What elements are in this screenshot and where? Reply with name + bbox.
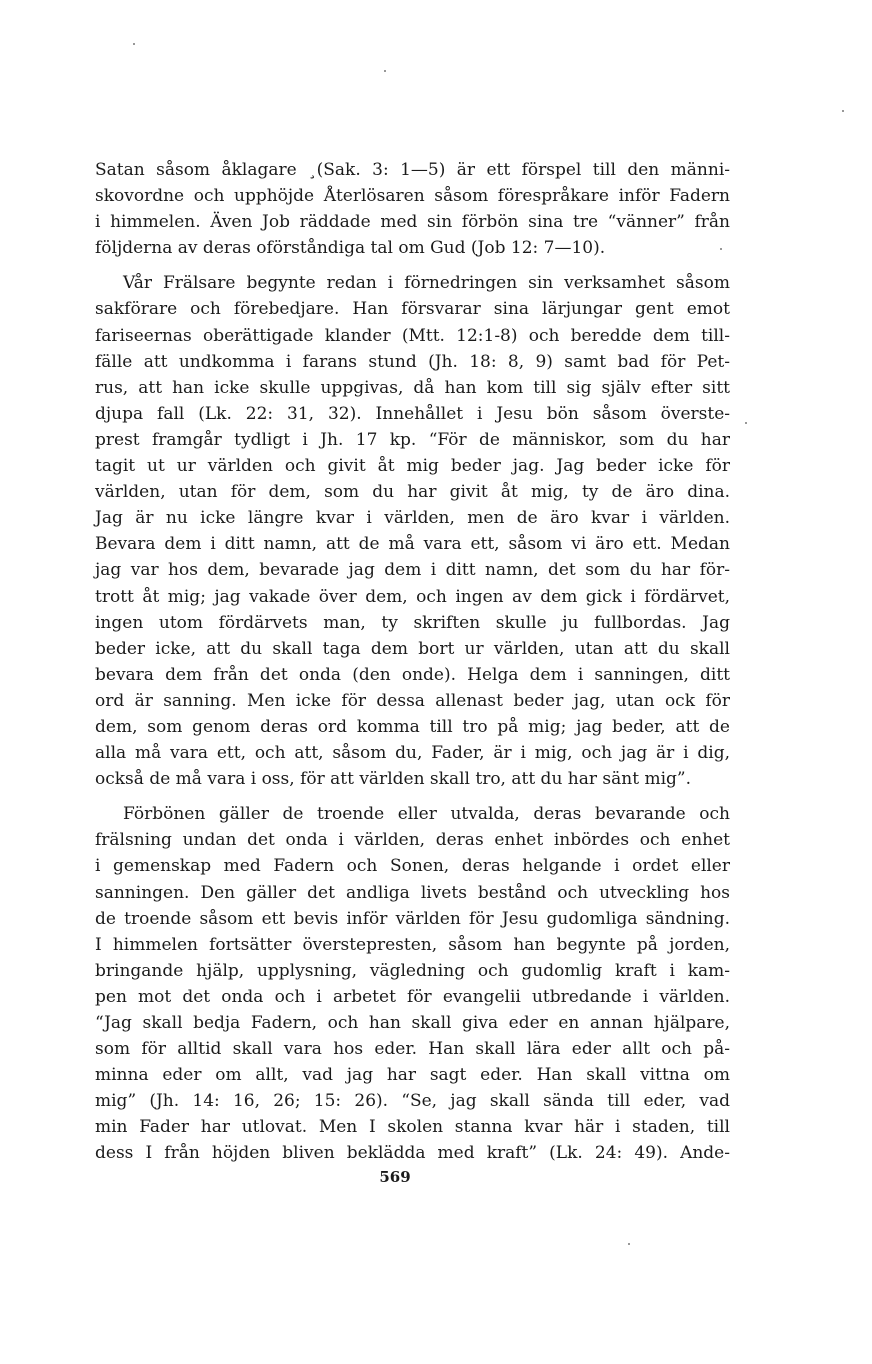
text-line: Förbönen gäller de troende eller utvalda, deras bevarande och [123,804,730,825]
text-line: djupa fall (Lk. 22: 31, 32). Innehållet i Jesu bön såsom överste- [95,403,730,424]
text-line: som för alltid skall vara hos eder. Han skall lära eder allt och på- [95,1039,730,1060]
scan-speck [133,43,135,45]
text-line: mig” (Jh. 14: 16, 26; 15: 26). “Se, jag skall sända till eder, vad [95,1091,730,1112]
scan-speck [628,1243,630,1245]
text-line: dem, som genom deras ord komma till tro på mig; jag beder, att de [95,716,730,737]
scan-speck [384,70,386,72]
text-line: fälle att undkomma i farans stund (Jh. 18: 8, 9) samt bad för Pet- [95,351,730,372]
text-line: Bevara dem i ditt namn, att de må vara ett, såsom vi äro ett. Medan [95,534,730,555]
text-line: tagit ut ur världen och givit åt mig beder jag. Jag beder icke för [95,456,730,477]
text-line: frälsning undan det onda i världen, deras enhet inbördes och enhet [95,830,730,851]
text-line: min Fader har utlovat. Men I skolen stanna kvar här i staden, till [95,1117,730,1138]
text-line: rus, att han icke skulle uppgivas, då han kom till sig själv efter sitt [95,377,730,398]
text-line: ingen utom fördärvets man, ty skriften skulle ju fullbordas. Jag [95,612,730,633]
text-line: trott åt mig; jag vakade över dem, och ingen av dem gick i fördärvet, [95,586,730,607]
text-line: följderna av deras oförståndiga tal om Gud (Job 12: 7—10). [95,238,606,259]
body-text [95,157,730,1167]
paragraph-2 [95,270,730,792]
text-line: dess I från höjden bliven beklädda med kraft” (Lk. 24: 49). Ande- [95,1143,730,1164]
text-line: Vår Frälsare begynte redan i förnedringen sin verksamhet såsom [123,273,730,294]
text-line: Satan såsom åklagare ¸(Sak. 3: 1—5) är ett förspel till den männi- [95,160,730,180]
text-line: sanningen. Den gäller det andliga livets bestånd och utveckling hos [95,882,730,903]
text-line: i gemenskap med Fadern och Sonen, deras helgande i ordet eller [95,856,730,877]
text-line: minna eder om allt, vad jag har sagt eder. Han skall vittna om [95,1065,730,1086]
text-line: pen mot det onda och i arbetet för evangelii utbredande i världen. [95,986,730,1007]
paragraph-1 [95,157,730,261]
text-line: fariseernas oberättigade klander (Mtt. 12:1-8) och beredde dem till- [95,325,730,346]
text-line: alla må vara ett, och att, såsom du, Fader, är i mig, och jag är i dig, [95,743,730,764]
text-line: ord är sanning. Men icke för dessa allenast beder jag, utan ock för [95,690,730,711]
text-line: också de må vara i oss, för att världen skall tro, att du har sänt mig”. [95,769,691,790]
scan-speck [842,110,844,112]
page-number: 569 [379,1168,411,1186]
text-line: sakförare och förebedjare. Han försvarar sina lärjungar gent emot [95,299,730,320]
text-line: jag var hos dem, bevarade jag dem i ditt namn, det som du har för- [95,560,730,581]
text-line: de troende såsom ett bevis inför världen för Jesu gudomliga sändning. [95,908,730,929]
text-line: prest framgår tydligt i Jh. 17 kp. “För de människor, som du har [95,429,730,450]
paragraph-3 [95,801,730,1166]
text-line: skovordne och upphöjde Återlösaren såsom förespråkare inför Fadern [95,186,730,207]
text-line: I himmelen fortsätter överstepresten, såsom han begynte på jorden, [95,934,730,955]
text-line: i himmelen. Även Job räddade med sin förbön sina tre “vänner” från [95,212,730,233]
text-line: bringande hjälp, upplysning, vägledning och gudomlig kraft i kam- [95,960,730,981]
scan-speck [745,422,747,424]
text-line: beder icke, att du skall taga dem bort ur världen, utan att du skall [95,638,730,659]
text-line: Jag är nu icke längre kvar i världen, men de äro kvar i världen. [95,508,730,529]
text-line: världen, utan för dem, som du har givit åt mig, ty de äro dina. [95,482,730,503]
text-line: “Jag skall bedja Fadern, och han skall giva eder en annan hjälpare, [95,1013,730,1033]
text-line: bevara dem från det onda (den onde). Helga dem i sanningen, ditt [95,664,730,685]
